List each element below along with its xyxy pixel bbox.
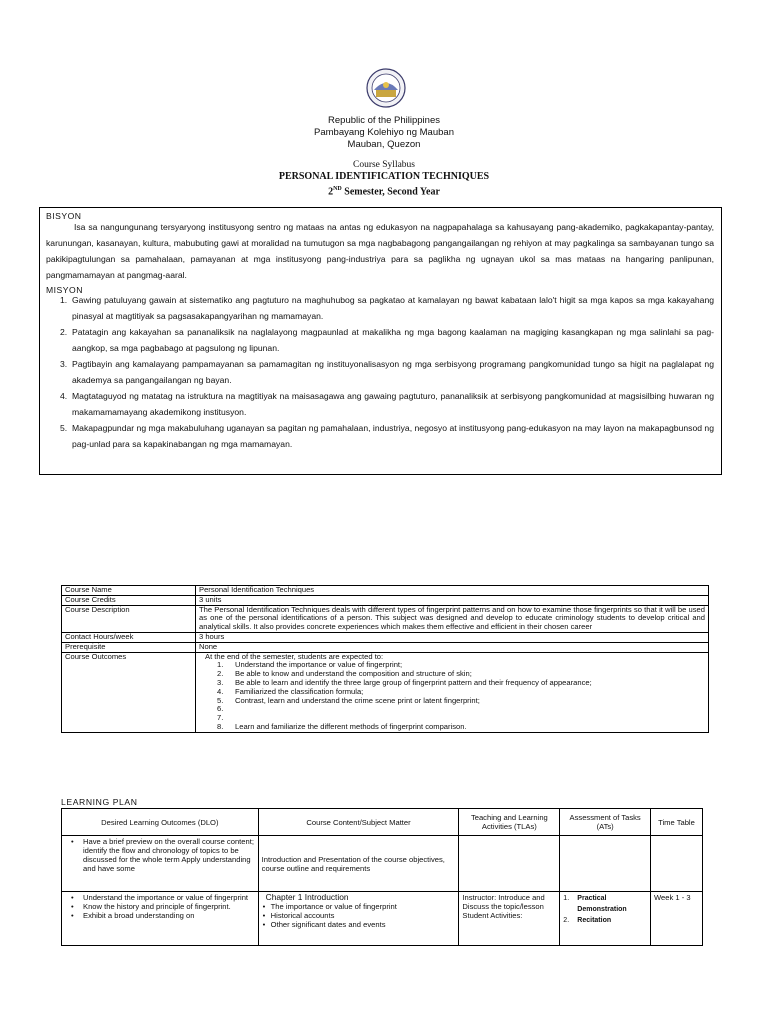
list-item: • Have a brief preview on the overall course content; identify the flow and chronology of topics to be discussed for the whole term Apply understanding and have some bbox=[65, 837, 255, 873]
content-cell bbox=[258, 892, 459, 946]
list-item: • Exhibit a broad understanding on bbox=[65, 911, 255, 920]
time-cell bbox=[650, 836, 702, 892]
column-header-content: Course Content/Subject Matter bbox=[258, 809, 459, 836]
outcome-text: Learn and familiarize the different methods of fingerprint comparison. bbox=[235, 721, 467, 731]
vision-mission-box bbox=[39, 207, 722, 475]
mission-text: Patatagin ang kakayahan sa pananaliksik na naglalayong magpaunlad at makalikha ng mga bagong kaalaman na magiging kasangkapan ng mga salinlahi sa pag-aangkop, sa mga pagbabago at pagsulong ng lipunan. bbox=[72, 327, 714, 353]
learning-plan-table bbox=[61, 808, 703, 946]
tla-cell bbox=[459, 836, 560, 892]
at-list bbox=[563, 893, 647, 926]
list-item bbox=[563, 915, 647, 926]
outcome-number: 1. bbox=[217, 660, 224, 670]
dlo-cell bbox=[62, 836, 259, 892]
document-type: Course Syllabus bbox=[352, 160, 415, 170]
mission-number: 4. bbox=[60, 391, 68, 401]
mission-number: 1. bbox=[60, 295, 68, 305]
outcome-text: Contrast, learn and understand the crime scene print or latent fingerprint; bbox=[235, 695, 480, 705]
republic-line: Republic of the Philippines bbox=[328, 115, 440, 126]
course-outcomes-label: Course Outcomes bbox=[62, 652, 196, 732]
mission-item bbox=[46, 388, 714, 420]
mission-number: 3. bbox=[60, 359, 68, 369]
at-text: Recitation bbox=[577, 917, 612, 924]
table-row bbox=[62, 595, 709, 605]
outcome-number: 3. bbox=[217, 677, 224, 687]
at-cell bbox=[560, 836, 651, 892]
dlo-cell bbox=[62, 892, 259, 946]
table-row bbox=[62, 642, 709, 652]
course-description-label: Course Description bbox=[62, 605, 196, 632]
list-item: • Historical accounts bbox=[262, 911, 456, 920]
course-credits-value: 3 units bbox=[196, 595, 709, 605]
outcome-number: 6. bbox=[217, 704, 224, 714]
semester-number: 2 bbox=[328, 186, 334, 198]
mission-text: Gawing patuluyang gawain at sistematiko ang pagtuturo na maghuhubog sa pagkatao at kamalayan ng bawat kabataan lalo't higit sa mga kapos sa mga kakayahang pinasyal at magtitiyak sa pagsasakapangyarihan ng mamamayan. bbox=[72, 295, 714, 321]
table-row bbox=[62, 605, 709, 632]
dlo-list bbox=[65, 837, 255, 873]
column-header-dlo: Desired Learning Outcomes (DLO) bbox=[62, 809, 259, 836]
table-header-row bbox=[62, 809, 703, 836]
mission-item bbox=[46, 292, 714, 324]
contact-hours-value: 3 hours bbox=[196, 632, 709, 642]
course-title: PERSONAL IDENTIFICATION TECHNIQUES bbox=[278, 171, 490, 182]
mission-item bbox=[46, 324, 714, 356]
college-location: Mauban, Quezon bbox=[347, 139, 421, 150]
course-description-value: The Personal Identification Techniques deals with different types of fingerprint patterns and on how to examine those fingerprints so that it will be used as one of the personal identifications of a person. This subject was designed and develop to educate criminology students to develop critical and analytical skills. It also provides concrete experiences which makes them effective and efficient in their chosen career bbox=[196, 605, 709, 632]
content-cell: Introduction and Presentation of the course objectives, course outline and requirements bbox=[258, 836, 459, 892]
at-cell bbox=[560, 892, 651, 946]
outcome-text bbox=[235, 704, 237, 713]
outcome-text bbox=[235, 713, 237, 722]
outcomes-intro: At the end of the semester, students are expected to: bbox=[205, 651, 384, 661]
outcome-number: 2. bbox=[217, 669, 224, 679]
course-info-table bbox=[61, 585, 709, 733]
list-item: • Other significant dates and events bbox=[262, 920, 456, 929]
outcome-text: Be able to learn and identify the three large group of fingerprint pattern and their frequency of appearance; bbox=[235, 677, 592, 687]
semester-line bbox=[0, 183, 768, 198]
list-item bbox=[199, 723, 705, 732]
table-row bbox=[62, 632, 709, 642]
course-name-label: Course Name bbox=[62, 586, 196, 596]
at-number: 1. bbox=[563, 895, 570, 902]
list-item: • Understand the importance or value of fingerprint bbox=[65, 893, 255, 902]
table-row bbox=[62, 892, 703, 946]
time-cell: Week 1 - 3 bbox=[650, 892, 702, 946]
outcomes-list bbox=[199, 661, 705, 731]
column-header-time: Time Table bbox=[650, 809, 702, 836]
dlo-list bbox=[65, 893, 255, 920]
outcome-text: Understand the importance or value of fingerprint; bbox=[235, 660, 403, 670]
course-outcomes-value bbox=[196, 652, 709, 732]
outcome-text: Be able to know and understand the composition and structure of skin; bbox=[235, 669, 472, 679]
semester-text: Semester, Second Year bbox=[341, 186, 440, 198]
outcome-number: 5. bbox=[217, 695, 224, 705]
at-number: 2. bbox=[563, 917, 570, 924]
mission-text: Magtataguyod ng matatag na istruktura na magtitiyak na maisasagawa ang gawaing pagtuturo, pananaliksik at serbisyong pangkomunidad at magsisilbing huwaran ng makamamamayang akademikong institusyon. bbox=[72, 391, 714, 417]
column-header-tla: Teaching and Learning Activities (TLAs) bbox=[459, 809, 560, 836]
mission-text: Makapagpundar ng mga makabuluhang uganayan sa pagitan ng pamahalaan, industriya, negosyo at institusyong pang-edukasyon na may layon na makapagbunsod ng pag-unlad para sa kapakinabangan ng mga mamamayan. bbox=[72, 423, 714, 449]
table-row bbox=[62, 586, 709, 596]
semester-suffix: ND bbox=[333, 186, 342, 192]
list-item: • The importance or value of fingerprint bbox=[262, 902, 456, 911]
list-item bbox=[563, 893, 647, 915]
at-text: Practical Demonstration bbox=[577, 895, 627, 913]
mission-text: Pagtibayin ang kamalayang pampamayanan sa pamamagitan ng instituyonalisasyon ng mga serbisyong programang pangkomunidad tungo sa higit na paglalapat ng akademya sa pangangailangan ng bayan. bbox=[72, 359, 714, 385]
outcome-number: 4. bbox=[217, 686, 224, 696]
tla-cell: Instructor: Introduce and Discuss the topic/lesson Student Activities: bbox=[459, 892, 560, 946]
list-item bbox=[199, 705, 705, 714]
table-row bbox=[62, 652, 709, 732]
outcome-text: Familiarized the classification formula; bbox=[235, 686, 364, 696]
course-name-value: Personal Identification Techniques bbox=[196, 586, 709, 596]
prerequisite-value: None bbox=[196, 642, 709, 652]
list-item: • Know the history and principle of fingerprint. bbox=[65, 902, 255, 911]
prerequisite-label: Prerequisite bbox=[62, 642, 196, 652]
college-seal-icon bbox=[366, 68, 406, 108]
mission-number: 5. bbox=[60, 423, 68, 433]
list-item bbox=[199, 697, 705, 706]
course-credits-label: Course Credits bbox=[62, 595, 196, 605]
table-row bbox=[62, 836, 703, 892]
college-name: Pambayang Kolehiyo ng Mauban bbox=[314, 127, 454, 138]
mission-item bbox=[46, 420, 714, 452]
chapter-heading: Chapter 1 Introduction bbox=[265, 892, 349, 902]
learning-plan-title: LEARNING PLAN bbox=[61, 797, 138, 807]
vision-text: Isa sa nangungunang tersyaryong institusyong sentro ng mataas na antas ng edukasyon na nagpapahalaga sa kahusayang pang-akademiko, pagkakapantay-pantay, karunungan, kasanayan, kultura, mabubuting gawi at moralidad na tumutugon sa mga nagbabagong pangangailangan ng rehiyon at may pagkalinga sa sambayanan tungo sa pakikipagtulungan sa pamahalaan, pamayanan at mga institusyong pang-industriya para sa paglikha ng ugnayan ukol sa mas mataas na hangaring panlipunan, pangmamamayan at pangmag-aaral. bbox=[46, 222, 714, 280]
mission-item bbox=[46, 356, 714, 388]
column-header-at: Assessment of Tasks (ATs) bbox=[560, 809, 651, 836]
mission-heading: MISYON bbox=[46, 285, 83, 295]
outcome-number: 8. bbox=[217, 721, 224, 731]
content-list bbox=[262, 902, 456, 929]
outcome-number: 7. bbox=[217, 713, 224, 723]
mission-list bbox=[46, 292, 714, 452]
mission-number: 2. bbox=[60, 327, 68, 337]
vision-heading: BISYON bbox=[46, 211, 82, 221]
contact-hours-label: Contact Hours/week bbox=[62, 632, 196, 642]
